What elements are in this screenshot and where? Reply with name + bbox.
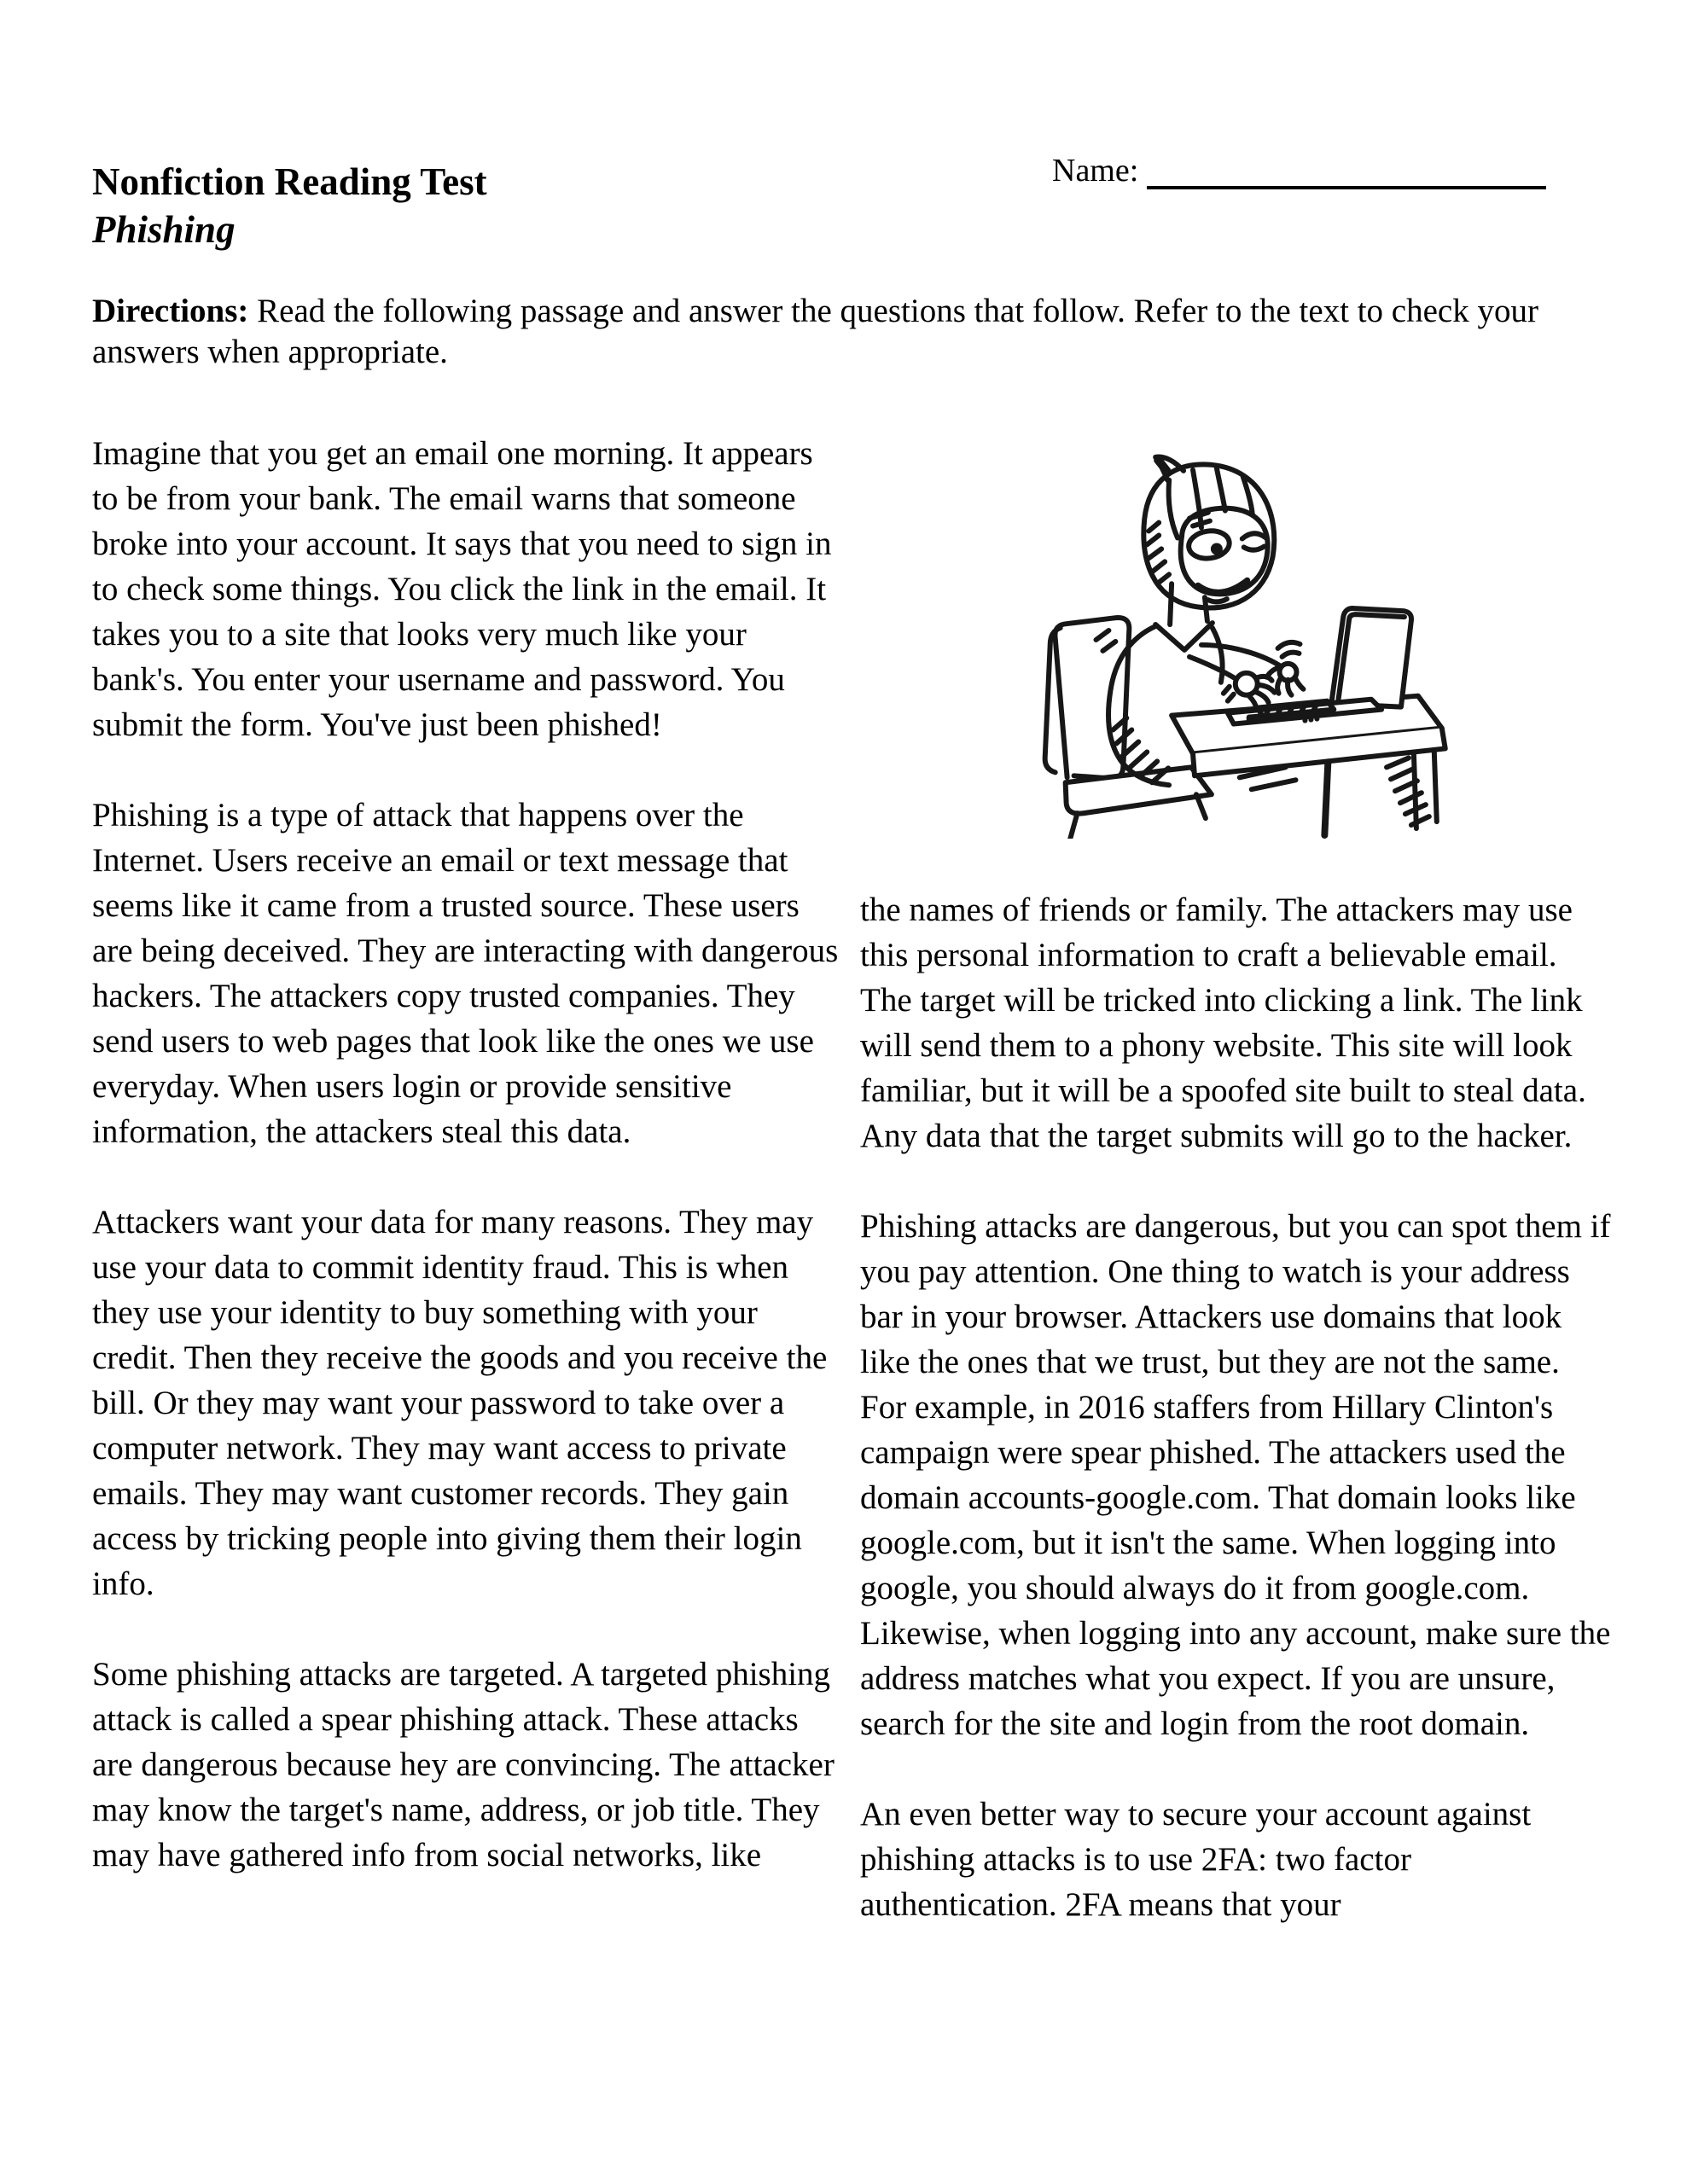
directions-label: Directions: xyxy=(92,293,249,329)
passage-paragraph: the names of friends or family. The attackers may use this personal information to craft a believable email. The target will be tricked into clicking a link. The link will send them to a phony website. This site will look familiar, but it will be a spoofed site built to steal data. Any data that the target submits will go to the hacker. xyxy=(860,892,1586,1154)
hacker-illustration xyxy=(860,431,1611,842)
page-subtitle: Phishing xyxy=(92,208,236,251)
name-label: Name: xyxy=(1052,153,1139,189)
title-block xyxy=(0,0,1704,253)
directions xyxy=(92,291,1581,373)
page-title: Nonfiction Reading Test xyxy=(92,160,487,203)
passage-paragraph: Phishing is a type of attack that happens over the Internet. Users receive an email or text message that seems like it came from a trusted source. These users are being deceived. They are interacting with dangerous hackers. The attackers copy trusted companies. They send users to web pages that look like the ones we use everyday. When users login or provide sensitive information, the attackers steal this data. xyxy=(92,797,839,1150)
directions-text: Read the following passage and answer the questions that follow. Refer to the text to check your answers when appropriate. xyxy=(92,293,1538,370)
passage-paragraph: Imagine that you get an email one morning. It appears to be from your bank. The email warns that someone broke into your account. It says that you need to sign in to check some things. You click the link in the email. It takes you to a site that looks very much like your bank's. You enter your username and password. You submit the form. You've just been phished! xyxy=(92,435,832,743)
passage-columns xyxy=(0,431,1704,1927)
passage-paragraph: Attackers want your data for many reasons. They may use your data to commit identity fraud. This is when they use your identity to buy something with your credit. Then they receive the goods and you receive the bill. Or they may want your password to take over a computer network. They may want access to private emails. They may want customer records. They gain access by tricking people into giving them their login info. xyxy=(92,1204,828,1602)
passage-paragraph: Phishing attacks are dangerous, but you can spot them if you pay attention. One thing to watch is your address bar in your browser. Attackers use domains that look like the ones that we trust, but they are not the same. For example, in 2016 staffers from Hillary Clinton's campaign were spear phished. The attackers used the domain accounts-google.com. That domain looks like google.com, but it isn't the same. When logging into google, you should always do it from google.com. Likewise, when logging into any account, make sure the address matches what you expect. If you are unsure, search for the site and login from the root domain. xyxy=(860,1208,1611,1742)
passage-paragraph: An even better way to secure your account against phishing attacks is to use 2FA: two factor authentication. 2FA means that your xyxy=(860,1796,1532,1923)
passage-paragraph: Some phishing attacks are targeted. A targeted phishing attack is called a spear phishing attack. These attacks are dangerous because hey are convincing. The attacker may know the target's name, address, or job title. They may have gathered info from social networks, like xyxy=(92,1656,835,1873)
hacker-illustration-svg xyxy=(989,431,1482,839)
name-field xyxy=(1052,150,1546,191)
passage-right-column xyxy=(860,431,1611,1927)
name-blank-line xyxy=(1147,186,1546,189)
passage-left-column xyxy=(92,431,843,1927)
